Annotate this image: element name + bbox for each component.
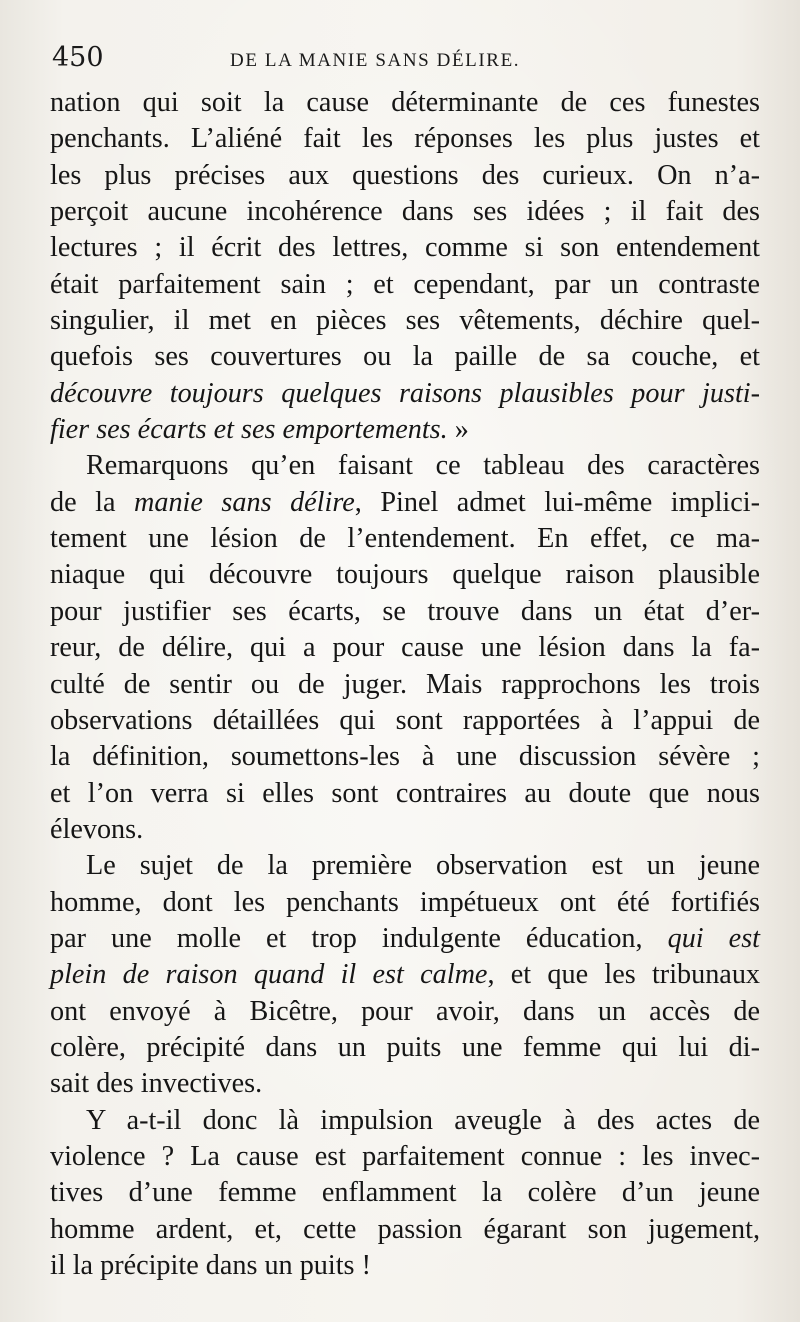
text-line	[50, 1103, 760, 1139]
text-segment: ont envoyé à Bicêtre, pour avoir, dans un accès de	[50, 995, 760, 1027]
text-line	[50, 703, 760, 739]
running-head: DE LA MANIE SANS DÉLIRE.	[230, 50, 521, 71]
text-line	[50, 194, 760, 230]
text-line	[50, 776, 760, 812]
italic-text: manie sans délire	[134, 486, 355, 518]
text-segment: reur, de délire, qui a pour cause une lésion dans la fa-	[50, 632, 760, 664]
text-line	[50, 848, 760, 884]
text-segment: quefois ses couvertures ou la paille de sa couche, et	[50, 341, 760, 373]
text-line	[50, 812, 760, 848]
italic-text: qui est	[667, 922, 760, 954]
text-segment: et l’on verra si elles sont contraires au doute que nous	[50, 777, 760, 809]
text-segment: homme ardent, et, cette passion égarant son jugement,	[50, 1213, 760, 1245]
text-line	[50, 448, 760, 484]
text-segment: singulier, il met en pièces ses vêtements, déchire quel-	[50, 305, 760, 337]
text-segment: »	[447, 414, 469, 446]
text-segment: par une molle et trop indulgente éducation,	[50, 922, 668, 954]
text-line	[50, 557, 760, 593]
text-line	[50, 267, 760, 303]
text-line	[50, 885, 760, 921]
text-segment: Remarquons qu’en faisant ce tableau des caractères	[86, 450, 760, 482]
text-line	[50, 630, 760, 666]
text-segment: élevons.	[50, 813, 144, 845]
text-segment: perçoit aucune incohérence dans ses idées ; il fait des	[50, 196, 760, 228]
text-line	[50, 412, 760, 448]
text-segment: observations détaillées qui sont rapportées à l’appui de	[50, 704, 760, 736]
text-line	[50, 667, 760, 703]
text-segment: la définition, soumettons-les à une discussion sévère ;	[50, 741, 760, 773]
text-line	[50, 739, 760, 775]
text-segment: tives d’une femme enflamment la colère d’un jeune	[50, 1177, 760, 1209]
text-line	[50, 957, 760, 993]
text-line	[50, 1212, 760, 1248]
text-line	[50, 1139, 760, 1175]
text-line	[50, 339, 760, 375]
text-segment: homme, dont les penchants impétueux ont été fortifiés	[50, 886, 760, 918]
text-segment: niaque qui découvre toujours quelque raison plausible	[50, 559, 760, 591]
text-line	[50, 85, 760, 121]
text-segment: il la précipite dans un puits !	[50, 1250, 371, 1281]
text-line	[50, 521, 760, 557]
text-line	[50, 921, 760, 957]
text-segment: était parfaitement sain ; et cependant, par un contraste	[50, 268, 760, 300]
text-line	[50, 594, 760, 630]
text-segment: violence ? La cause est parfaitement connue : les invec-	[50, 1140, 760, 1172]
text-segment: penchants. L’aliéné fait les réponses les plus justes et	[50, 123, 760, 155]
text-segment: , et que les tribunaux	[487, 959, 761, 991]
text-segment: Y a-t-il donc là impulsion aveugle à des actes de	[86, 1104, 760, 1136]
text-line	[50, 1066, 760, 1102]
text-segment: de la	[50, 486, 134, 518]
text-line	[50, 485, 760, 521]
text-segment: colère, précipité dans un puits une femme qui lui di-	[50, 1031, 760, 1063]
text-segment: , Pinel admet lui-même implici-	[354, 486, 760, 518]
text-line	[50, 994, 760, 1030]
text-line	[50, 303, 760, 339]
text-segment: tement une lésion de l’entendement. En effet, ce ma-	[50, 523, 760, 555]
text-line	[50, 1248, 760, 1284]
italic-text: fier ses écarts et ses emportements.	[50, 414, 448, 446]
italic-text: plein de raison quand il est calme	[50, 959, 488, 991]
text-segment: culté de sentir ou de juger. Mais rapprochons les trois	[50, 668, 760, 700]
italic-text: découvre toujours quelques raisons plausibles pour justi-	[50, 377, 760, 409]
text-line	[50, 121, 760, 157]
text-segment: nation qui soit la cause déterminante de ces funestes	[50, 87, 760, 118]
text-line	[50, 230, 760, 266]
page-header	[52, 40, 752, 80]
text-segment: sait des invectives.	[50, 1068, 263, 1100]
text-line	[50, 376, 760, 412]
text-line	[50, 1030, 760, 1066]
page-number: 450	[52, 42, 104, 73]
text-segment: Le sujet de la première observation est un jeune	[86, 850, 760, 882]
text-segment: pour justifier ses écarts, se trouve dans un état d’er-	[50, 595, 760, 627]
text-line	[50, 158, 760, 194]
text-line	[50, 1175, 760, 1211]
text-segment: lectures ; il écrit des lettres, comme si son entendement	[50, 232, 760, 264]
text-segment: les plus précises aux questions des curieux. On n’a-	[50, 159, 760, 191]
body-text	[50, 85, 760, 1284]
